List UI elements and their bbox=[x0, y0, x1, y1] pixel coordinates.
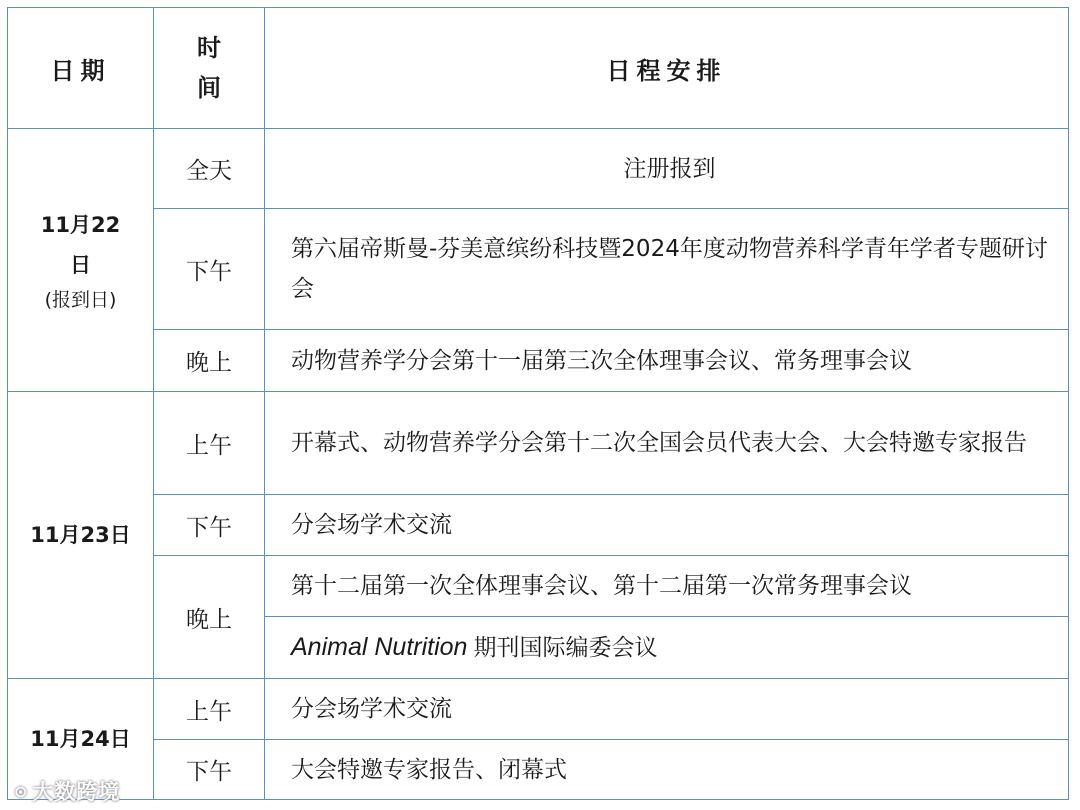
table-row bbox=[8, 129, 1069, 209]
activity-cell: 注册报到 bbox=[265, 129, 1069, 209]
table-row bbox=[8, 330, 1069, 392]
watermark bbox=[14, 776, 120, 806]
time-cell: 下午 bbox=[154, 495, 265, 556]
activity-text: 期刊国际编委会议 bbox=[473, 635, 658, 661]
activity-cell: 动物营养学分会第十一届第三次全体理事会议、常务理事会议 bbox=[265, 330, 1069, 392]
date-line1: 11月23日 bbox=[30, 523, 131, 547]
date-line1: 11月22 bbox=[40, 213, 121, 237]
activity-cell: 第十二届第一次全体理事会议、第十二届第一次常务理事会议 bbox=[265, 556, 1069, 617]
date-cell bbox=[8, 129, 154, 392]
table-row bbox=[8, 740, 1069, 800]
date-line1: 11月24日 bbox=[30, 727, 131, 751]
date-cell bbox=[8, 392, 154, 679]
journal-name: Animal Nutrition bbox=[291, 633, 468, 661]
time-cell: 上午 bbox=[154, 392, 265, 495]
header-date: 日期 bbox=[8, 8, 154, 129]
activity-cell: 开幕式、动物营养学分会第十二次全国会员代表大会、大会特邀专家报告 bbox=[265, 392, 1069, 495]
activity-cell: 大会特邀专家报告、闭幕式 bbox=[265, 740, 1069, 800]
watermark-text: 大数跨境 bbox=[32, 780, 121, 804]
table-row bbox=[8, 556, 1069, 617]
table-row bbox=[8, 495, 1069, 556]
header-row bbox=[8, 8, 1069, 129]
time-cell: 晚上 bbox=[154, 556, 265, 679]
schedule-table bbox=[7, 7, 1069, 800]
time-cell: 下午 bbox=[154, 209, 265, 330]
date-line2: 日 bbox=[70, 253, 91, 277]
ds-logo-icon: ⊙ bbox=[14, 782, 29, 801]
time-cell: 晚上 bbox=[154, 330, 265, 392]
table-row bbox=[8, 392, 1069, 495]
table-row bbox=[8, 209, 1069, 330]
activity-cell: 分会场学术交流 bbox=[265, 679, 1069, 740]
header-schedule: 日程安排 bbox=[265, 8, 1069, 129]
header-time-line2: 间 bbox=[197, 74, 221, 102]
header-time-line1: 时 bbox=[197, 34, 221, 62]
time-cell: 下午 bbox=[154, 740, 265, 800]
time-cell: 上午 bbox=[154, 679, 265, 740]
header-time bbox=[154, 8, 265, 129]
table-row bbox=[8, 679, 1069, 740]
activity-cell bbox=[265, 617, 1069, 679]
time-cell: 全天 bbox=[154, 129, 265, 209]
date-note: (报到日) bbox=[44, 289, 117, 311]
activity-cell: 分会场学术交流 bbox=[265, 495, 1069, 556]
activity-cell: 第六届帝斯曼-芬美意缤纷科技暨2024年度动物营养科学青年学者专题研讨会 bbox=[265, 209, 1069, 330]
